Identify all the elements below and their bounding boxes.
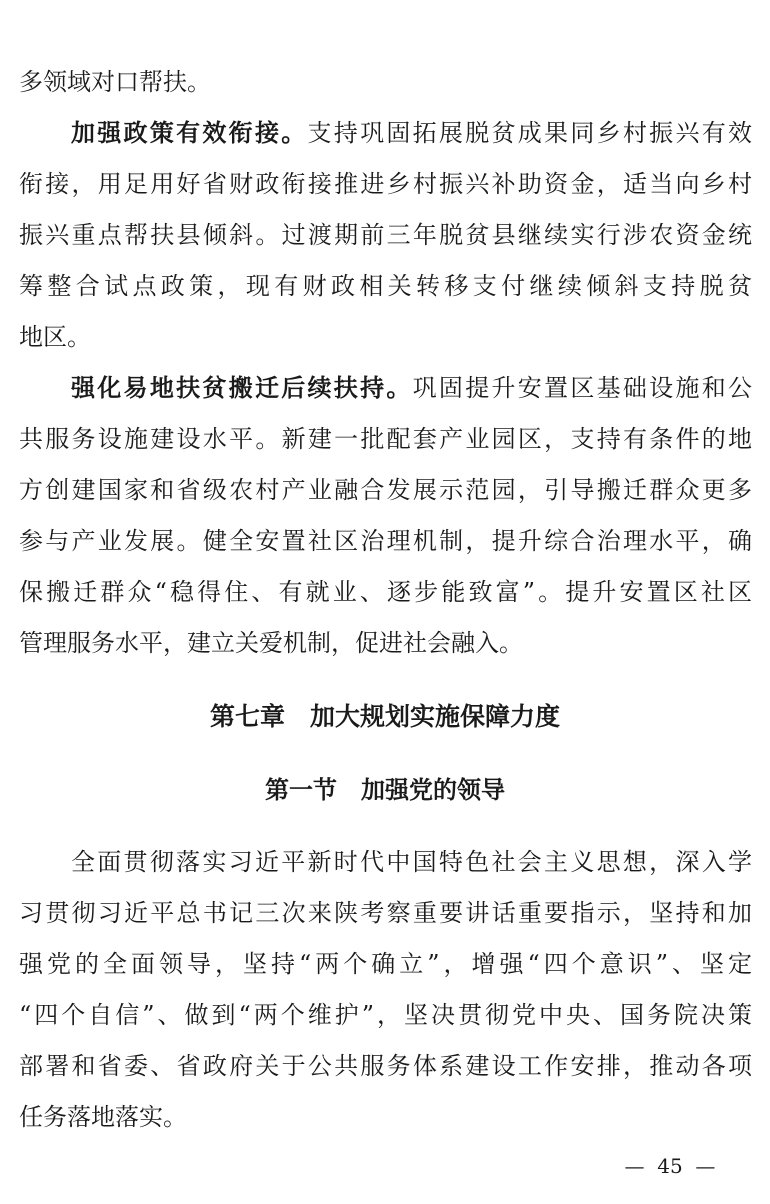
paragraph-3-line-6: 管理服务水平，建立关爱机制，促进社会融入。: [19, 629, 523, 657]
paragraph-2-line-2: 衔接，用足用好省财政衔接推进乡村振兴补助资金，适当向乡村: [19, 170, 752, 198]
paragraph-4-line-5: 部署和省委、省政府关于公共服务体系建设工作安排，推动各项: [19, 1052, 752, 1080]
paragraph-2-line-3: 振兴重点帮扶县倾斜。过渡期前三年脱贫县继续实行涉农资金统: [19, 221, 752, 249]
chapter-heading: 第七章 加大规划实施保障力度: [209, 702, 560, 731]
paragraph-4-line-4: “四个自信”、做到“两个维护”，坚决贯彻党中央、国务院决策: [19, 1001, 752, 1029]
paragraph-3-line-1: [71, 372, 752, 404]
paragraph-3-line-5: 保搬迁群众“稳得住、有就业、逐步能致富”。提升安置区社区: [19, 578, 752, 606]
page-number: — 45 —: [624, 1154, 716, 1178]
paragraph-2-lead: 加强政策有效衔接。: [71, 118, 308, 147]
paragraph-2-line-4: 筹整合试点政策，现有财政相关转移支付继续倾斜支持脱贫: [19, 272, 752, 300]
paragraph-2-line-5: 地区。: [19, 323, 91, 351]
paragraph-4-line-6: 任务落地落实。: [19, 1103, 187, 1131]
paragraph-4-line-3: 强党的全面领导，坚持“两个确立”，增强“四个意识”、坚定: [19, 950, 752, 978]
paragraph-3-line-4: 参与产业发展。健全安置社区治理机制，提升综合治理水平，确: [19, 527, 752, 555]
paragraph-2-first-line-rest: 支持巩固拓展脱贫成果同乡村振兴有效: [307, 119, 752, 147]
section-heading: 第一节 加强党的领导: [265, 776, 505, 804]
paragraph-3-lead: 强化易地扶贫搬迁后续扶持。: [71, 373, 413, 402]
paragraph-3-line-2: 共服务设施建设水平。新建一批配套产业园区，支持有条件的地: [19, 425, 752, 453]
paragraph-4-line-2: 习贯彻习近平总书记三次来陕考察重要讲话重要指示，坚持和加: [19, 899, 752, 927]
paragraph-3-first-line-rest: 巩固提升安置区基础设施和公: [412, 374, 752, 402]
paragraph-1-line-1: 多领域对口帮扶。: [19, 68, 211, 96]
paragraph-3-line-3: 方创建国家和省级农村产业融合发展示范园，引导搬迁群众更多: [19, 476, 752, 504]
paragraph-2-line-1: [71, 117, 752, 149]
paragraph-4-line-1: 全面贯彻落实习近平新时代中国特色社会主义思想，深入学: [71, 848, 752, 876]
